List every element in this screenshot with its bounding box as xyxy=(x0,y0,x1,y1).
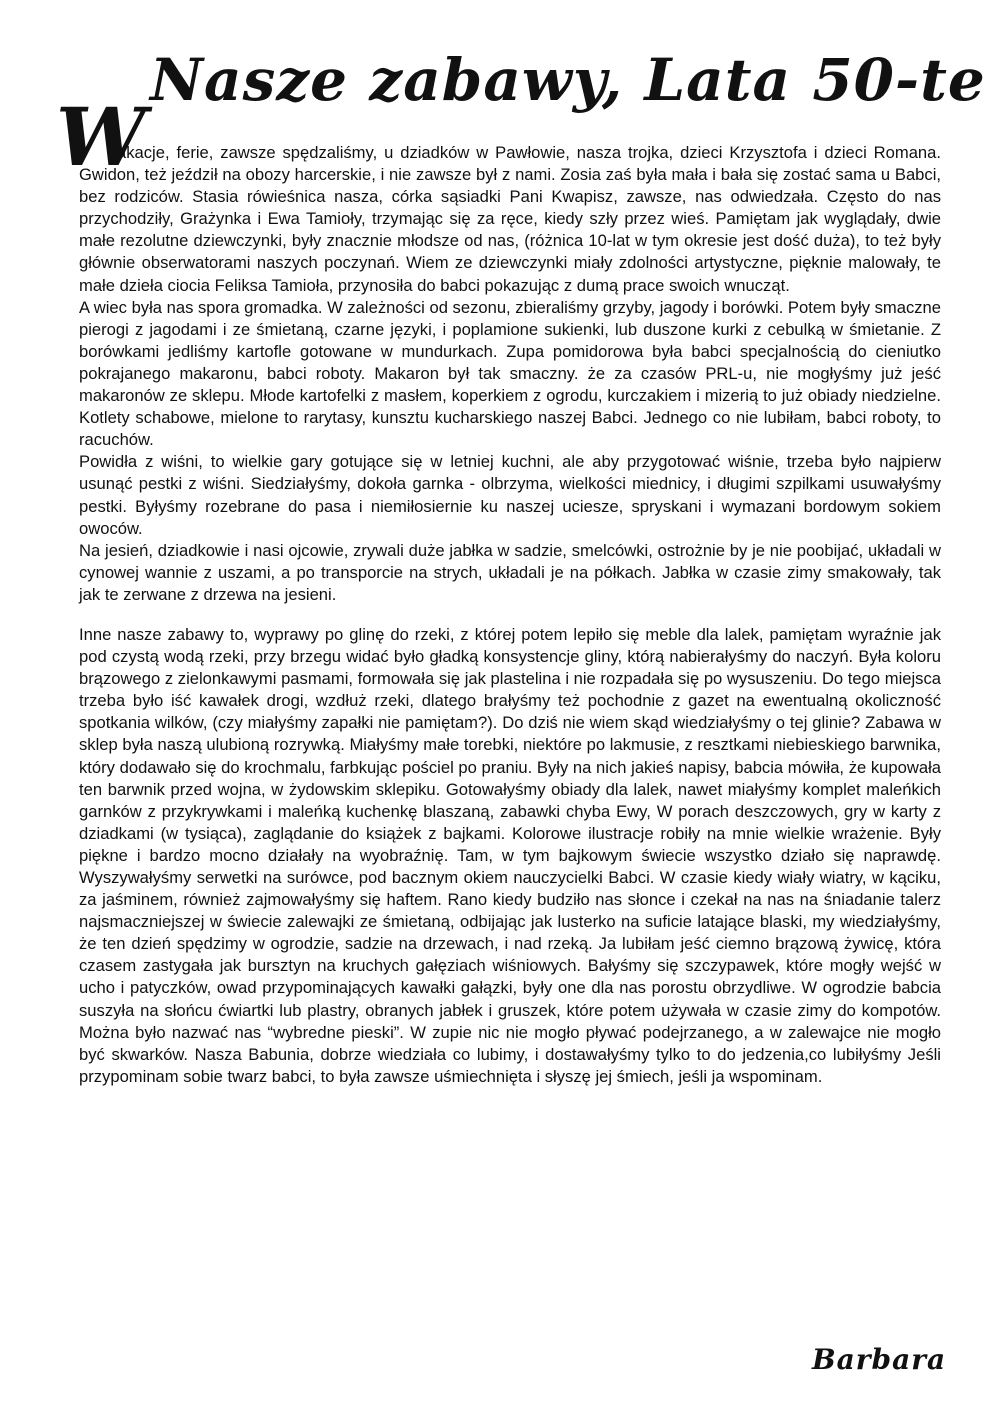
paragraph-1 xyxy=(79,142,941,297)
paragraph-3: Powidła z wiśni, to wielkie gary gotujące się w letniej kuchni, ale aby przygotować wiśnie, trzeba było najpierw usunąć pestki z wiśni. Siedziałyśmy, dokoła garnka - olbrzyma, wielkości miednicy, i długimi szpilkami usuwałyśmy pestki. Byłyśmy rozebrane do pasa i niemiłosiernie ku naszej uciesze, spryskani i wymazani bordowym sokiem owoców. xyxy=(79,452,941,538)
paragraph-5: Inne nasze zabawy to, wyprawy po glinę do rzeki, z której potem lepiło się meble dla lalek, pamiętam wyraźnie jak pod czystą wodą rzeki, przy brzegu widać było gładką konsystencje gliny, którą nabierałyśmy do naczyń. Była koloru brązowego z zielonkawymi pasmami, formowała się jak plastelina i nie rozpadała się po wysuszeniu. Do tego miejsca trzeba było iść kawałek drogi, wzdłuż rzeki, dlatego brałyśmy też pochodnie z gazet na ewentualną okoliczność spotkania wilków, (czy miałyśmy zapałki nie pamiętam?). Do dziś nie wiem skąd wiedziałyśmy o tej glinie? Zabawa w sklep była naszą ulubioną rozrywką. Miałyśmy małe torebki, niektóre po lakmusie, z resztkami niebieskiego barwnika, który dodawało się do krochmalu, farbkując pościel po praniu. Były na nich jakieś napisy, babcia mówiła, że kupowała ten barwnik przed wojna, w żydowskim sklepiku. Gotowałyśmy obiady dla lalek, nawet miałyśmy komplet maleńkich garnków z przykrywkami i maleńką kuchenkę blaszaną, zabawki chyba Ewy, W porach deszczowych, gry w karty z dziadkami (w tysiąca), zaglądanie do książek z bajkami. Kolorowe ilustracje robiły na mnie wielkie wrażenie. Były piękne i bardzo mocno działały na wyobraźnię. Tam, w tym bajkowym świecie wszystko działo się naprawdę. Wyszywałyśmy serwetki na surówce, pod bacznym okiem nauczycielki Babci. W czasie kiedy wiały wiatry, w kąciku, za jaśminem, również zajmowałyśmy się haftem. Rano kiedy budziło nas słonce i czekał na nas na śniadanie talerz najsmaczniejszej w świecie zalewajki ze śmietaną, odbijając jak lusterko na suficie latające blaski, my wiedziałyśmy, że ten dzień spędzimy w ogrodzie, sadzie na drzewach, i nad rzeką. Ja lubiłam jeść ciemno brązową żywicę, która czasem zastygała jak bursztyn na kruchych gałęziach wiśniowych. Bałyśmy się szczypawek, które mogły wejść w ucho i patyczków, owad przypominających kawałki gałązki, były one dla nas porostu obrzydliwe. W ogrodzie babcia suszyła na słońcu ćwiartki lub plastry, obranych jabłek i gruszek, które potem używała w czasie zimy do kompotów. Można było nazwać nas “wybredne pieski”. W zupie nic nie mogło pływać podejrzanego, a w zalewajce nie mogło być skwarków. Nasza Babunia, dobrze wiedziała co lubimy, i dostawałyśmy tylko to do jedzenia,co lubiłyśmy Jeśli przypominam sobie twarz babci, to była zawsze uśmiechnięta i słyszę jej śmiech, jeśli ja wspominam. xyxy=(79,624,941,1086)
author-signature: Barbara xyxy=(812,1343,947,1376)
paragraph-1-text: akacje, ferie, zawsze spędzaliśmy, u dziadków w Pawłowie, nasza trojka, dzieci Krzysztofa i dzieci Romana. Gwidon, też jeździł na obozy harcerskie, i nie zawsze był z nami. Zosia zaś była mała i bała się zostać sama u Babci, bez rodziców. Stasia rówieśnica nasza, córka sąsiadki Pani Kwapisz, zawsze, nas odwiedzała. Często do nas przychodziły, Grażynka i Ewa Tamioły, trzymając się za ręce, kiedy szły przez wieś. Pamiętam jak wyglądały, dwie małe rezolutne dziewczynki, były znacznie młodsze od nas, (różnica 10-lat w tym okresie jest dość duża), to też były głównie obserwatorami naszych poczynań. Wiem ze dziewczynki miały zdolności artystyczne, pięknie malowały, te małe dzieła ciocia Feliksa Tamioła, przynosiła do babci pokazując z dumą prace swoich wnucząt. xyxy=(79,143,941,295)
paragraph-2: A wiec była nas spora gromadka. W zależności od sezonu, zbieraliśmy grzyby, jagody i borówki. Potem były smaczne pierogi z jagodami i ze śmietaną, czarne języki, i poplamione sukienki, lub duszone kurki z cebulką w śmietanie. Z borówkami jedliśmy kartofle gotowane w mundurkach. Zupa pomidorowa była babci specjalnością do cieniutko pokrajanego makaronu, babci roboty. Makaron był tak smaczny. że za czasów PRL-u, nie mogłyśmy już jeść makaronów ze sklepu. Młode kartofelki z masłem, koperkiem z ogrodu, kurczakiem i mizerią to już obiady niedzielne. Kotlety schabowe, mielone to rarytasy, kunsztu kucharskiego naszej Babci. Jednego co nie lubiłam, babci roboty, to racuchów. xyxy=(79,297,942,450)
drop-cap-letter: W xyxy=(56,90,146,184)
page-title: Nasze zabawy, Lata 50-te xyxy=(150,46,986,114)
article-body xyxy=(79,142,941,1088)
paragraph-4: Na jesień, dziadkowie i nasi ojcowie, zrywali duże jabłka w sadzie, smelcówki, ostrożnie by je nie poobijać, układali w cynowej wannie z uszami, a po transporcie na strych, układali je na półkach. Jabłka w czasie zimy smakowały, tak jak te zerwane z drzewa na jesieni. xyxy=(79,540,941,604)
